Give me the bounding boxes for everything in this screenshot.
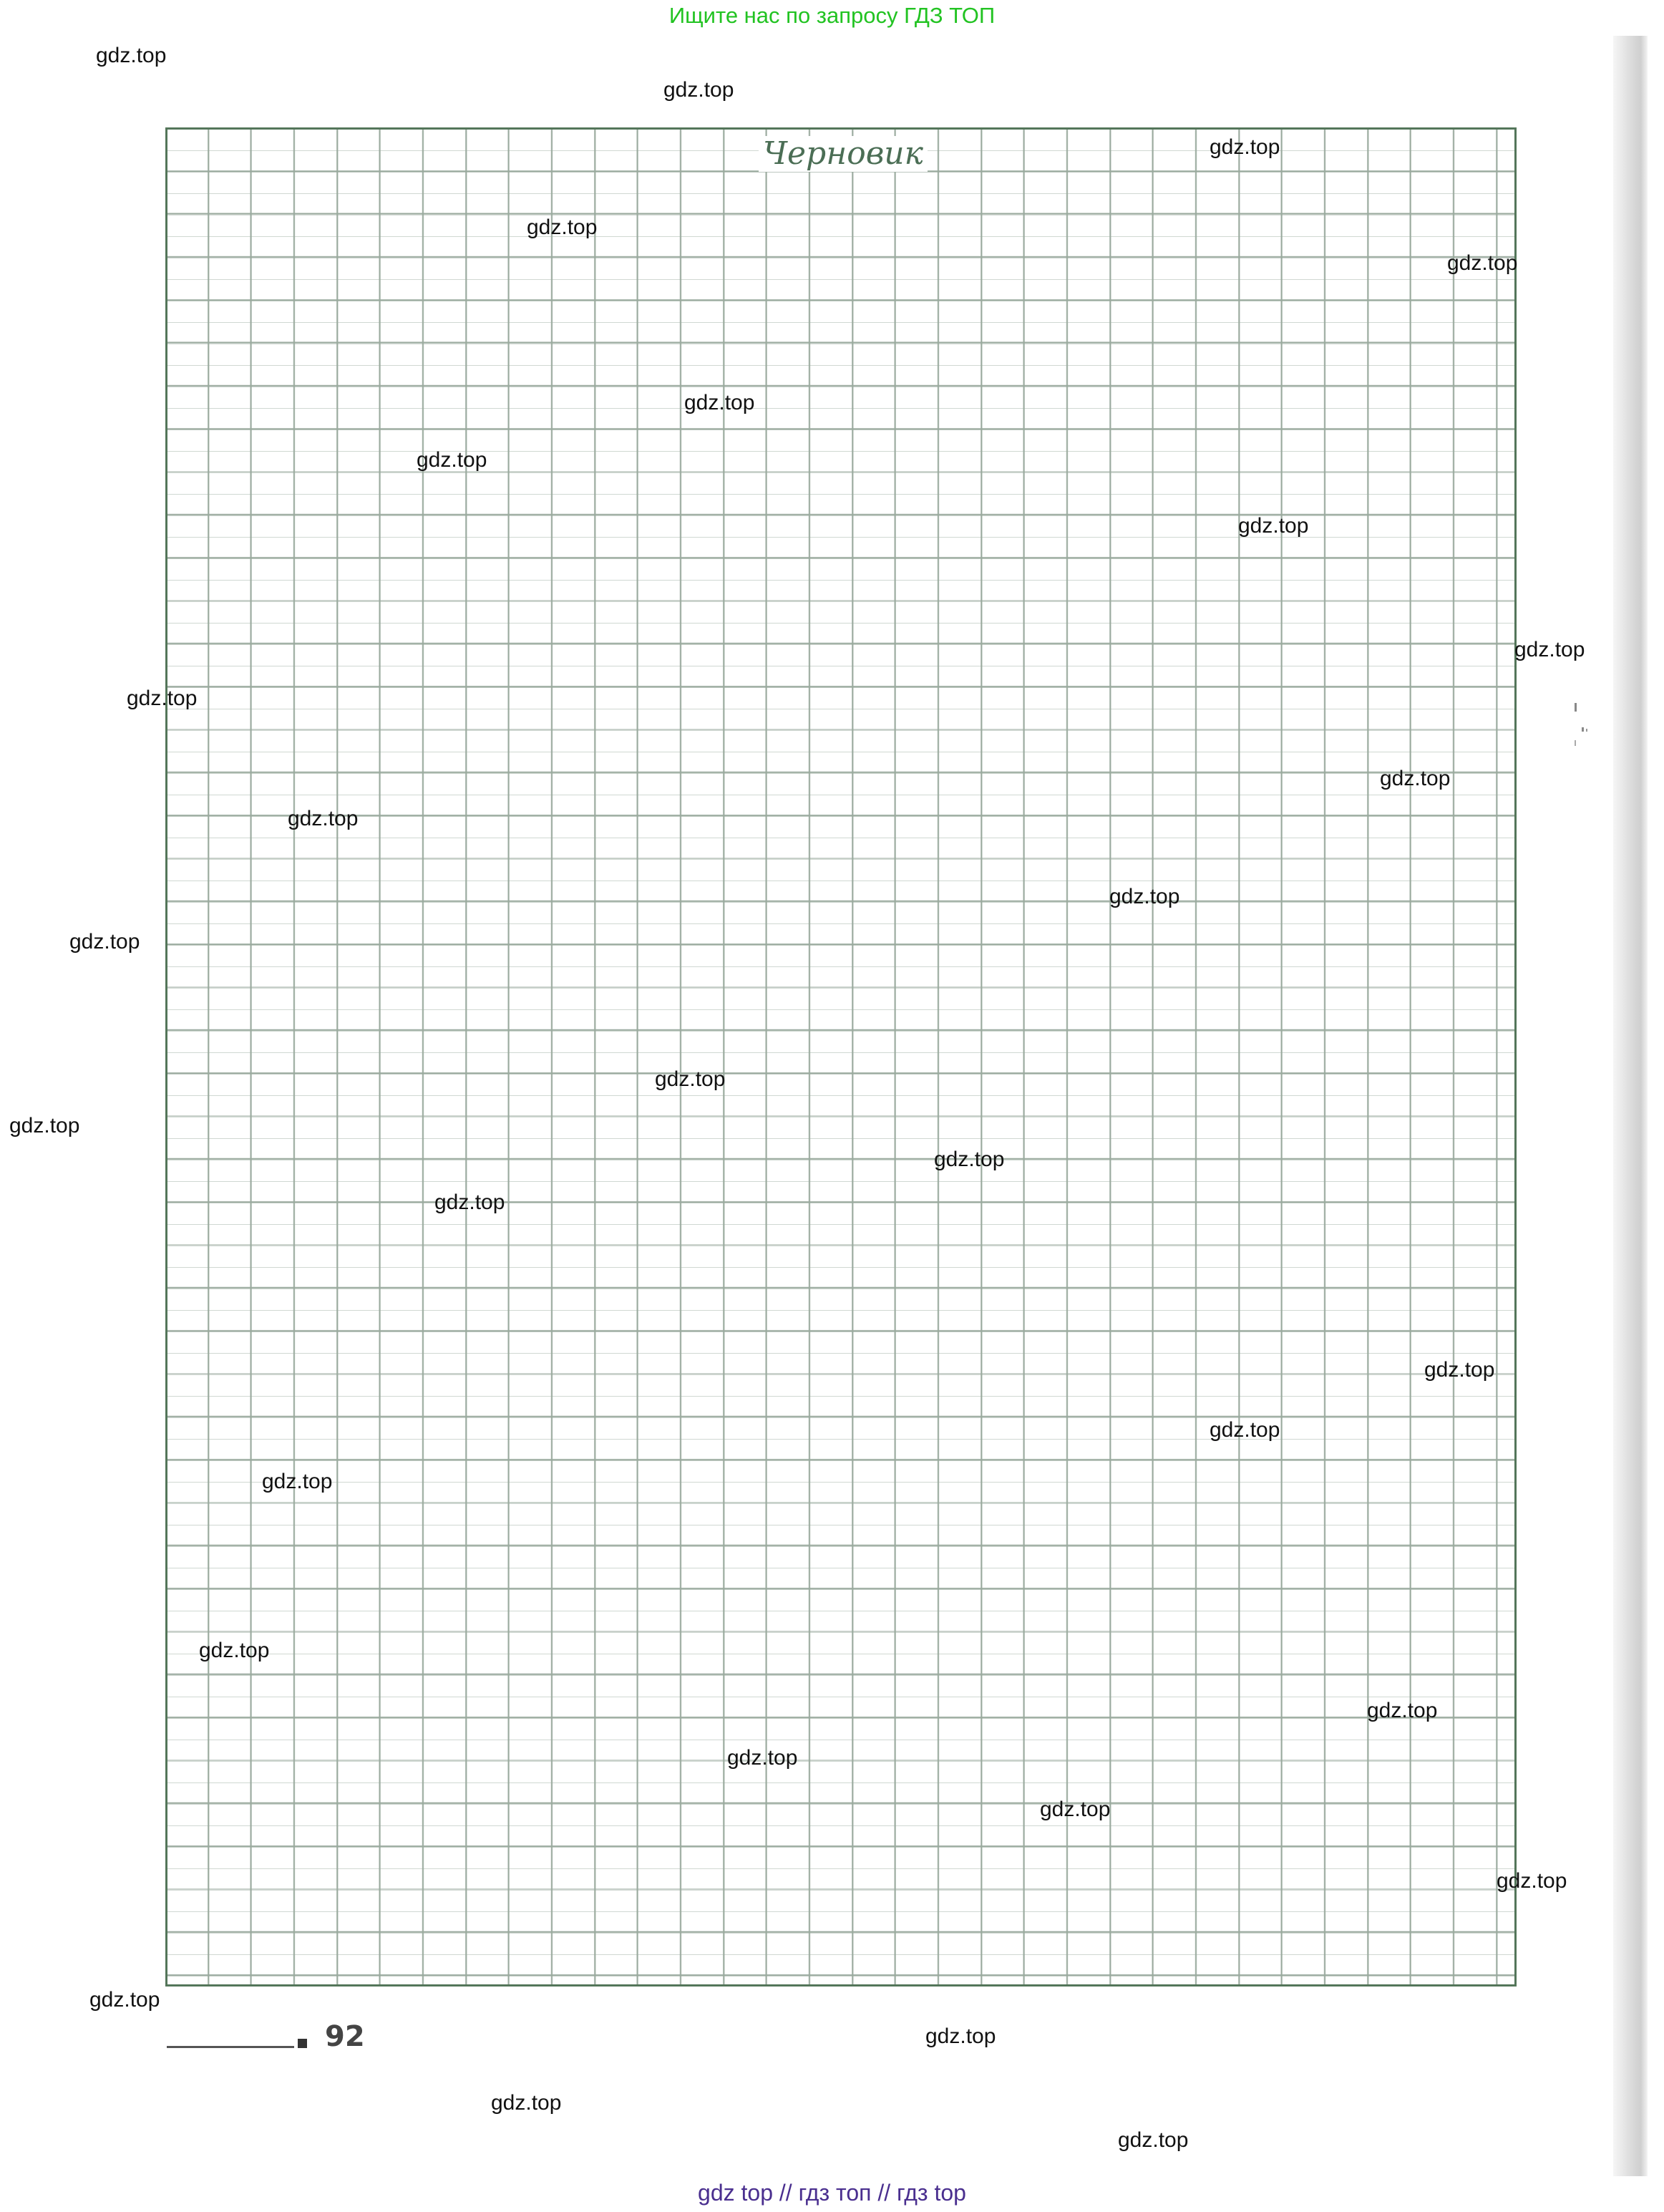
watermark: gdz.top [1118,2128,1189,2152]
watermark: gdz.top [684,391,755,414]
watermark: gdz.top [1040,1798,1111,1821]
watermark: gdz.top [1424,1358,1495,1382]
watermark: gdz.top [1210,1418,1280,1442]
watermark: gdz.top [1447,251,1518,275]
watermark: gdz.top [1109,885,1180,908]
watermark: gdz.top [1497,1869,1567,1893]
watermark: gdz.top [262,1470,333,1493]
page-edge-shadow [1613,36,1648,2176]
watermark: gdz.top [1238,514,1309,538]
watermark: gdz.top [417,448,487,472]
watermark: gdz.top [127,687,198,710]
watermark: gdz.top [9,1114,80,1137]
watermark: gdz.top [1514,638,1585,661]
watermark: gdz.top [1380,767,1451,790]
watermark: gdz.top [655,1067,726,1091]
page-number: 92 [325,2020,365,2053]
watermark: gdz.top [1210,135,1280,159]
scan-specks [1569,699,1590,749]
watermark: gdz.top [69,930,140,954]
draft-grid [165,127,1517,1987]
watermark: gdz.top [89,1988,160,2012]
watermark: gdz.top [934,1148,1005,1171]
page-number-rule [167,2046,294,2048]
footer-links: gdz top // гдз топ // гдз top [698,2180,966,2206]
top-banner: Ищите нас по запросу ГДЗ ТОП [668,3,996,28]
watermark: gdz.top [434,1190,505,1214]
watermark: gdz.top [527,215,598,239]
watermark: gdz.top [1367,1699,1438,1722]
watermark: gdz.top [491,2091,562,2115]
watermark: gdz.top [663,78,734,102]
page-number-marker [298,2039,307,2048]
watermark: gdz.top [96,44,167,67]
watermark: gdz.top [199,1639,270,1662]
watermark: gdz.top [288,807,359,830]
watermark: gdz.top [727,1746,798,1770]
grid-title: Черновик [759,136,928,172]
watermark: gdz.top [925,2024,996,2048]
